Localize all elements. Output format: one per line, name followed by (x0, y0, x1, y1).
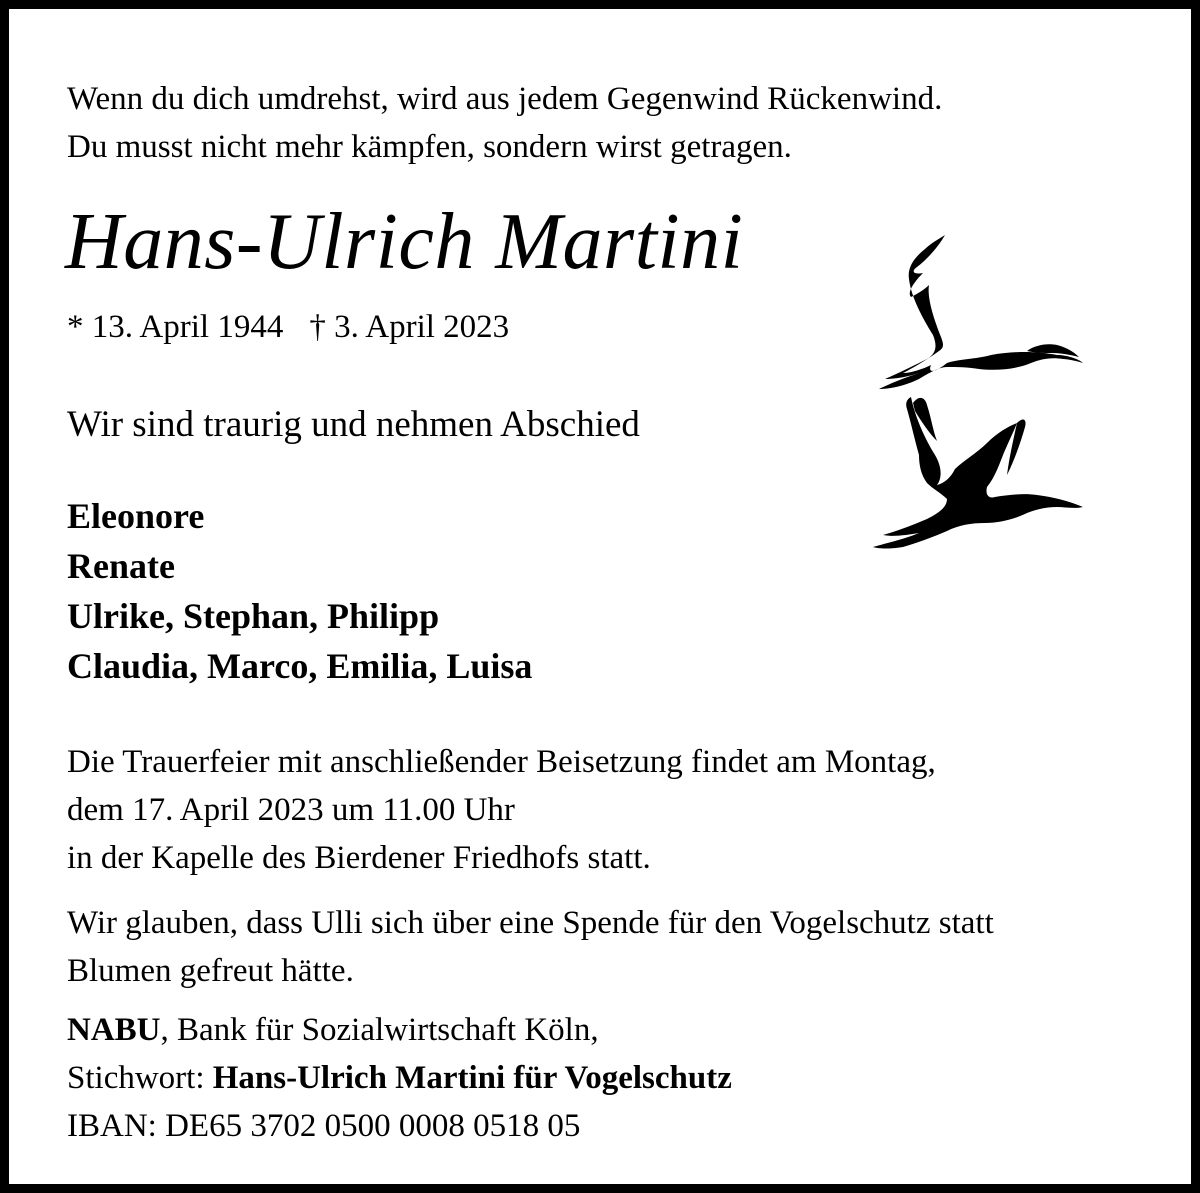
flying-cranes-illustration (867, 227, 1097, 567)
ceremony-info (67, 738, 936, 882)
bank-details (67, 1006, 732, 1150)
crane-lower-icon (873, 397, 1083, 549)
life-dates (67, 305, 509, 349)
birth-date: * 13. April 1944 (67, 309, 284, 345)
bank-org: NABU (67, 1012, 161, 1048)
mourner-line: Renate (67, 546, 175, 586)
mourner-line: Eleonore (67, 496, 205, 536)
death-date: † 3. April 2023 (309, 309, 510, 345)
keyword-value: Hans-Ulrich Martini für Vogelschutz (212, 1060, 732, 1096)
quote-line-1: Wenn du dich umdrehst, wird aus jedem Gegenwind Rückenwind. (67, 81, 943, 117)
opening-quote (67, 75, 942, 171)
donation-line-1: Wir glauben, dass Ulli sich über eine Spende für den Vogelschutz statt (67, 905, 994, 941)
donation-request (67, 899, 994, 995)
ceremony-line-2: dem 17. April 2023 um 11.00 Uhr (67, 792, 515, 828)
deceased-name: Hans-Ulrich Martini (65, 198, 744, 286)
donation-line-2: Blumen gefreut hätte. (67, 953, 354, 989)
bank-iban: IBAN: DE65 3702 0500 0008 0518 05 (67, 1108, 581, 1144)
mourner-line: Claudia, Marco, Emilia, Luisa (67, 646, 533, 686)
quote-line-2: Du musst nicht mehr kämpfen, sondern wirst getragen. (67, 129, 792, 165)
bank-keyword-line (67, 1054, 732, 1102)
ceremony-line-3: in der Kapelle des Bierdener Friedhofs statt. (67, 840, 651, 876)
crane-upper-icon (879, 235, 1083, 389)
ceremony-line-1: Die Trauerfeier mit anschließender Beisetzung findet am Montag, (67, 744, 936, 780)
farewell-text: Wir sind traurig und nehmen Abschied (67, 404, 640, 445)
keyword-label: Stichwort: (67, 1060, 213, 1096)
bank-org-line (67, 1006, 732, 1054)
mourners-list (67, 491, 532, 691)
bank-org-rest: , Bank für Sozialwirtschaft Köln, (160, 1012, 599, 1048)
mourner-line: Ulrike, Stephan, Philipp (67, 596, 440, 636)
